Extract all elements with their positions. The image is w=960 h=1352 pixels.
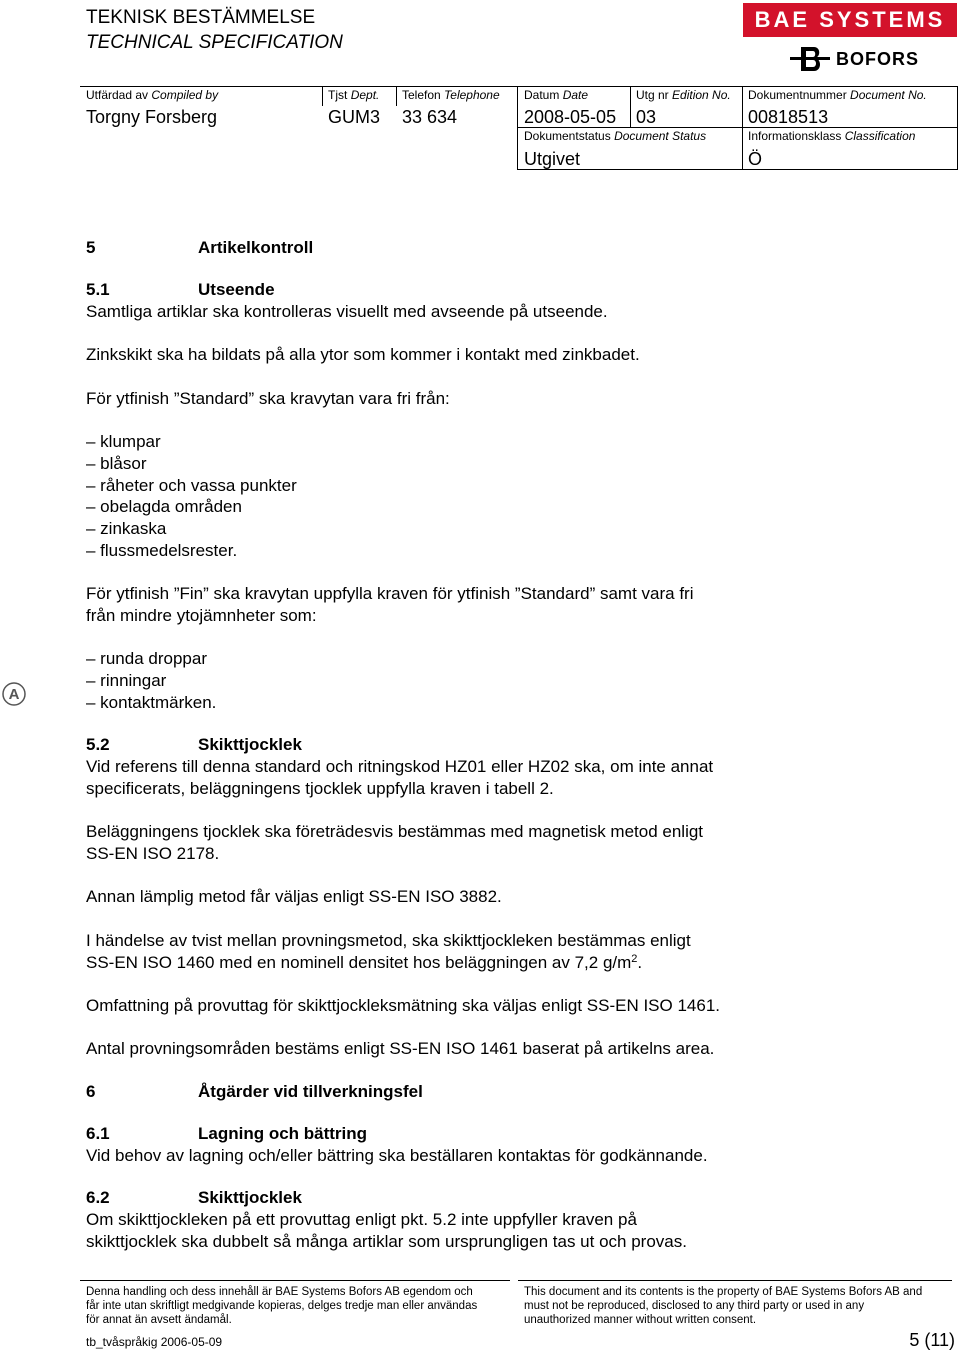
header-sep	[742, 86, 743, 169]
template-tag: tb_tvåspråkig 2006-05-09	[86, 1335, 223, 1349]
paragraph: från mindre ytojämnheter som:	[86, 606, 317, 625]
paragraph: Vid behov av lagning och/eller bättring ska beställaren kontaktas för godkännande.	[86, 1146, 708, 1165]
paragraph: Zinkskikt ska ha bildats på alla ytor som kommer i kontakt med zinkbadet.	[86, 345, 640, 364]
revision-marker-icon	[2, 682, 26, 706]
list-item: – klumpar	[86, 432, 161, 451]
paragraph: Annan lämplig metod får väljas enligt SS-EN ISO 3882.	[86, 887, 502, 906]
footer-legal-sv: Denna handling och dess innehåll är BAE Systems Bofors AB egendom och får inte utan skriftligt medgivande kopieras, delges tredje man eller användas för annat än avsett ändamål.	[86, 1286, 478, 1326]
section-5-2-title: Skikttjocklek	[198, 735, 302, 754]
doc-title-en: TECHNICAL SPECIFICATION	[86, 32, 343, 53]
classification-label: Informationsklass Classification	[748, 129, 916, 143]
header-sep	[517, 86, 518, 169]
list-item: – runda droppar	[86, 649, 207, 668]
paragraph: Samtliga artiklar ska kontrolleras visuellt med avseende på utseende.	[86, 302, 608, 321]
dept-value: GUM3	[328, 107, 381, 127]
footer-legal-en: This document and its contents is the property of BAE Systems Bofors AB and must not be reproduced, disclosed to any third party or used in any unauthorized manner without written consent.	[524, 1286, 923, 1326]
section-5-title: Artikelkontroll	[198, 238, 314, 257]
list-item: – rinningar	[86, 671, 167, 690]
list-item: – flussmedelsrester.	[86, 541, 238, 560]
paragraph: Vid referens till denna standard och ritningskod HZ01 eller HZ02 ska, om inte annat	[86, 757, 714, 776]
edition-value: 03	[636, 107, 657, 127]
paragraph: I händelse av tvist mellan provningsmetod, ska skikttjockleken bestämmas enligt	[86, 931, 691, 950]
list-item: – zinkaska	[86, 519, 167, 538]
header-sep	[957, 86, 958, 169]
section-6-2-number: 6.2	[86, 1188, 110, 1207]
paragraph: SS-EN ISO 2178.	[86, 844, 220, 863]
classification-value: Ö	[748, 149, 763, 169]
paragraph: specificerats, beläggningens tjocklek uppfylla kraven i tabell 2.	[86, 779, 554, 798]
list-item: – obelagda områden	[86, 497, 242, 516]
telephone-value: 33 634	[402, 107, 458, 127]
list-item: – kontaktmärken.	[86, 693, 217, 712]
status-label: Dokumentstatus Document Status	[524, 129, 707, 143]
footer-rule-right	[518, 1280, 952, 1281]
docno-value: 00818513	[748, 107, 829, 127]
header-sep	[630, 86, 631, 127]
section-5-1-number: 5.1	[86, 280, 110, 299]
date-value: 2008-05-05	[524, 107, 617, 127]
section-5-1-title: Utseende	[198, 280, 275, 299]
list-item: – blåsor	[86, 454, 147, 473]
header-rule-top	[80, 86, 958, 87]
svg-text:A: A	[8, 686, 20, 703]
paragraph: För ytfinish ”Fin” ska kravytan uppfylla kraven för ytfinish ”Standard” samt vara fri	[86, 584, 694, 603]
status-value: Utgivet	[524, 149, 581, 169]
section-6-number: 6	[86, 1082, 96, 1101]
doc-title-sv: TEKNISK BESTÄMMELSE	[86, 7, 316, 28]
paragraph: SS-EN ISO 1460 med en nominell densitet hos beläggningen av 7,2 $g/m^2$.	[86, 953, 643, 972]
footer-rule-left	[80, 1280, 510, 1281]
compiled-by-label: Utfärdad av Compiled by	[86, 88, 219, 102]
telephone-label: Telefon Telephone	[402, 88, 500, 102]
edition-label: Utg nr Edition No.	[636, 88, 731, 102]
section-6-1-number: 6.1	[86, 1124, 110, 1143]
header-rule-bottom	[517, 169, 958, 170]
page-number: 5 (11)	[909, 1330, 955, 1350]
paragraph: Omfattning på provuttag för skikttjockleksmätning ska väljas enligt SS-EN ISO 1461.	[86, 996, 721, 1015]
section-6-1-title: Lagning och bättring	[198, 1124, 368, 1143]
bae-systems-logo: BAE SYSTEMS	[743, 3, 957, 37]
paragraph: skikttjocklek ska dubbelt så många artiklar som ursprungligen tas ut och provas.	[86, 1232, 687, 1251]
date-label: Datum Date	[524, 88, 589, 102]
section-6-title: Åtgärder vid tillverkningsfel	[198, 1082, 423, 1101]
list-item: – råheter och vassa punkter	[86, 476, 297, 495]
bofors-logo-icon	[790, 46, 830, 72]
bofors-logo-text: BOFORS	[836, 49, 920, 69]
section-5-number: 5	[86, 238, 96, 257]
compiled-by-value: Torgny Forsberg	[86, 107, 218, 127]
dept-label: Tjst Dept.	[328, 88, 380, 102]
paragraph: Beläggningens tjocklek ska företrädesvis bestämmas med magnetisk metod enligt	[86, 822, 704, 841]
header-sep	[396, 86, 397, 106]
paragraph: Om skikttjockleken på ett provuttag enligt pkt. 5.2 inte uppfyller kraven på	[86, 1210, 637, 1229]
section-6-2-title: Skikttjocklek	[198, 1188, 302, 1207]
section-5-2-number: 5.2	[86, 735, 110, 754]
paragraph: Antal provningsområden bestäms enligt SS-EN ISO 1461 baserat på artikelns area.	[86, 1039, 715, 1058]
header-sep	[322, 86, 323, 106]
paragraph: För ytfinish ”Standard” ska kravytan vara fri från:	[86, 389, 450, 408]
docno-label: Dokumentnummer Document No.	[748, 88, 927, 102]
